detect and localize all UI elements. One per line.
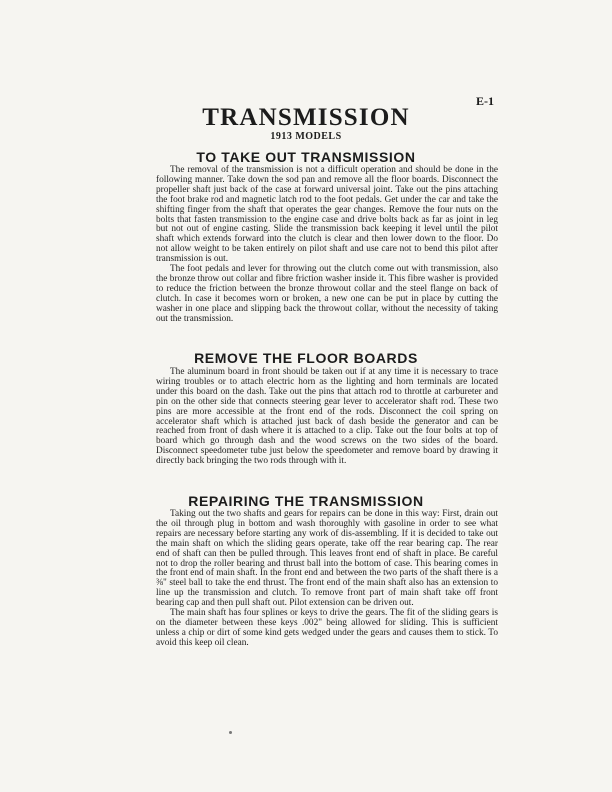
paragraph: The removal of the transmission is not a difficult operation and should be done in the following manner. Take down the sod pan and remove all the floor boards. Disconnect the propeller shaft just back of the case at forward universal joint. Take out the pins attaching the foot brake rod and magnetic latch rod to the foot pedals. Get under the car and take the shifting finger from the shaft that operates the gear changes. Remove the four nuts on the bolts that fasten transmission to the engine case and drive bolts back as far as joint in leg but not out of engine casting. Slide the transmission back keeping it level until the pilot shaft which extends forward into the clutch is clear and then lower down to the floor. Do not allow weight to be taken entirely on pilot shaft and use care not to bend this pilot after transmission is out. xyxy=(156,165,498,265)
page-label: E-1 xyxy=(476,94,494,108)
paragraph: The aluminum board in front should be taken out if at any time it is necessary to trace wiring troubles or to attach electric horn as the lighting and horn terminals are located under this board on the dash. Take out the pins that attach rod to throttle at carbureter and pin on the other side that connects steering gear lever to accelerator shaft rod. These two pins are more accessible at the front end of the rods. Disconnect the coil spring on accelerator shaft which is attached just back of dash beside the generator and can be reached from front of dash where it is attached to a clip. Take out the four bolts at top of board which go through dash and the wood screws on the two sides of the board. Disconnect speedometer tube just below the speedometer and remove board by drawing it directly back bringing the two rods through with it. xyxy=(156,367,498,467)
section-heading-repairing: REPAIRING THE TRANSMISSION xyxy=(188,493,424,509)
section-body-repairing xyxy=(156,510,498,649)
section-body-floor-boards xyxy=(156,368,498,467)
section-heading-take-out: TO TAKE OUT TRANSMISSION xyxy=(196,149,416,165)
section-heading-floor-boards: REMOVE THE FLOOR BOARDS xyxy=(194,350,418,366)
page-title: TRANSMISSION xyxy=(202,104,410,131)
section-body-take-out xyxy=(156,166,498,325)
page-subtitle: 1913 MODELS xyxy=(270,131,342,142)
paragraph: The main shaft has four splines or keys to drive the gears. The fit of the sliding gears is on the diameter between these keys .002" being allowed for sliding. This is sufficient unless a chip or dirt of some kind gets wedged under the gears and causes them to stick. To avoid this keep oil clean. xyxy=(156,608,498,648)
paragraph: Taking out the two shafts and gears for repairs can be done in this way: First, drain out the oil through plug in bottom and wash thoroughly with gasoline in order to see what repairs are necessary before starting any work of dis-assembling. If it is decided to take out the main shaft on which the sliding gears operate, take off the rear bearing cap. The rear end of shaft can then be pulled through. This leaves front end of shaft in place. Be careful not to drop the roller bearing and thrust ball into the bottom of case. This bearing comes in the front end of main shaft. In the front end and between the two parts of the shaft there is a ⅜" steel ball to take the end thrust. The front end of the main shaft also has an extension to line up the transmission and clutch. To remove front part of main shaft take off front bearing cap and then pull shaft out. Pilot extension can be driven out. xyxy=(156,509,498,609)
paragraph: The foot pedals and lever for throwing out the clutch come out with transmission, also the bronze throw out collar and fibre friction washer inside it. This fibre washer is provided to reduce the friction between the bronze throwout collar and the steel flange on back of clutch. In case it becomes worn or broken, a new one can be put in place by cutting the washer in one place and slipping back the throwout collar, without the necessity of taking out the transmission. xyxy=(156,264,498,324)
print-speck xyxy=(229,731,232,734)
